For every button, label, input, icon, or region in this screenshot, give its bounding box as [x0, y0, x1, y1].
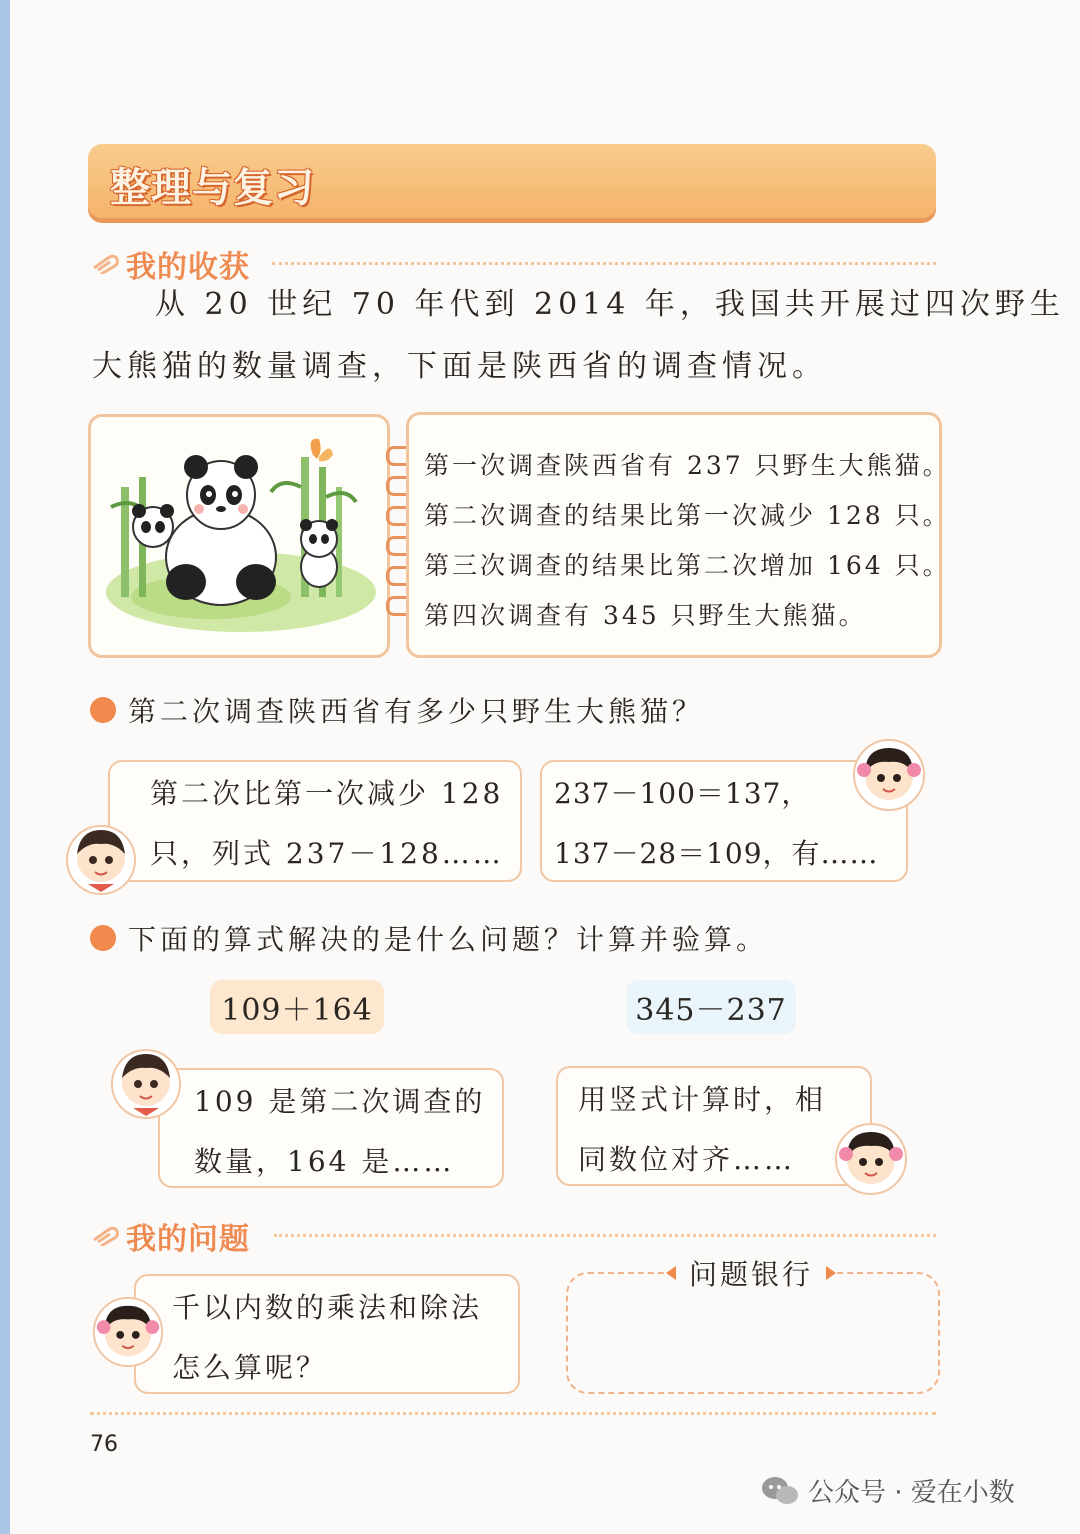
chat-icon [760, 1475, 800, 1507]
intro-line-2: 大熊猫的数量调查，下面是陕西省的调查情况。 [92, 349, 827, 384]
fact-1: 第一次调查陕西省有 237 只野生大熊猫。 [424, 451, 951, 480]
watermark-text: 公众号 · 爱在小数 [808, 1478, 1015, 1508]
expression-subtraction: 345－237 [626, 980, 796, 1034]
bubble-boy-2-line-1: 109 是第二次调查的 [194, 1085, 486, 1118]
page-edge-strip [0, 0, 10, 1534]
section-heading-harvest [90, 242, 250, 286]
paperclip-icon [90, 254, 120, 274]
boy-avatar-icon [64, 820, 138, 898]
bullet-dot-icon [90, 697, 116, 723]
girl-avatar-icon [850, 736, 928, 814]
bubble-girl-2-line-1: 用竖式计算时，相 [578, 1083, 827, 1116]
question-2 [90, 918, 768, 958]
bubble-boy-1-line-1: 第二次比第一次减少 128 [150, 777, 504, 810]
section-divider [274, 1234, 936, 1237]
boy-avatar-icon [108, 1044, 184, 1122]
footer-divider [90, 1412, 936, 1415]
intro-line-1: 从 20 世纪 70 年代到 2014 年，我国共开展过四次野生 [155, 287, 1065, 322]
fact-3: 第三次调查的结果比第二次增加 164 只。 [424, 551, 951, 580]
panda-picture-card [88, 414, 390, 658]
bubble-girl-3-line-2: 怎么算呢？ [172, 1351, 328, 1384]
fact-2: 第二次调查的结果比第一次减少 128 只。 [424, 501, 951, 530]
bubble-boy-1-line-2: 只，列式 237－128…… [150, 837, 504, 870]
bubble-girl-1-line-2: 137－28＝109，有…… [554, 837, 879, 870]
page-title: 整理与复习 [110, 165, 315, 211]
expression-addition: 109＋164 [210, 980, 384, 1034]
fact-4: 第四次调查有 345 只野生大熊猫。 [424, 601, 867, 630]
paperclip-icon [90, 1226, 120, 1246]
bubble-girl-1-line-1: 237－100＝137， [554, 777, 811, 810]
watermark [760, 1472, 1015, 1509]
left-arrow-icon [666, 1266, 676, 1280]
girl-avatar-icon [90, 1294, 166, 1370]
section-label: 我的收获 [126, 250, 250, 285]
bubble-boy-2-line-2: 数量，164 是…… [194, 1145, 455, 1178]
bubble-girl-3-line-1: 千以内数的乘法和除法 [172, 1291, 483, 1324]
panda-illustration [91, 417, 387, 655]
question-2-text: 下面的算式解决的是什么问题？计算并验算。 [128, 923, 769, 956]
section-heading-questions [90, 1214, 250, 1258]
question-bank-title: 问题银行 [666, 1256, 836, 1290]
page-number: 76 [90, 1432, 118, 1457]
right-arrow-icon [826, 1266, 836, 1280]
section-divider [272, 262, 936, 265]
girl-avatar-icon [832, 1120, 910, 1198]
question-1-text: 第二次调查陕西省有多少只野生大熊猫？ [128, 695, 705, 728]
question-1 [90, 690, 704, 730]
bubble-girl-2-line-2: 同数位对齐…… [578, 1143, 796, 1176]
bullet-dot-icon [90, 925, 116, 951]
section-label: 我的问题 [126, 1222, 250, 1257]
